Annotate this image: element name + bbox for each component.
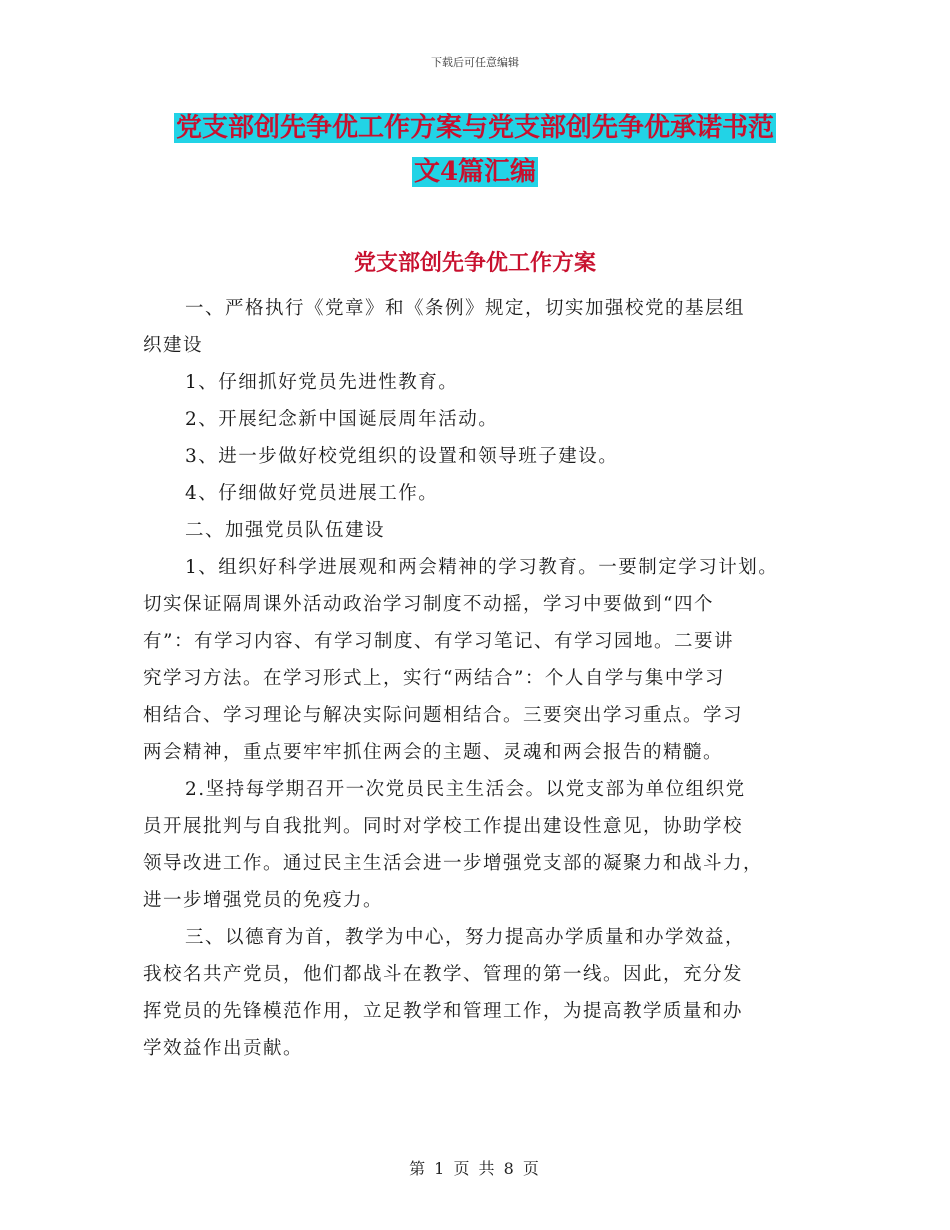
paragraph-line: 相结合、学习理论与解决实际问题相结合。三要突出学习重点。学习 xyxy=(143,705,744,726)
document-body xyxy=(143,290,833,1067)
paragraph-line: 二、加强党员队伍建设 xyxy=(185,520,386,541)
paragraph-line: 切实保证隔周课外活动政治学习制度不动摇，学习中要做到“四个 xyxy=(143,594,714,615)
paragraph-line: 挥党员的先锋模范作用，立足教学和管理工作，为提高教学质量和办 xyxy=(143,1001,744,1022)
paragraph-line: 织建设 xyxy=(143,335,204,356)
paragraph-line: 4、仔细做好党员进展工作。 xyxy=(185,483,439,504)
document-title-line-2 xyxy=(0,156,950,190)
paragraph-line: 一、严格执行《党章》和《条例》规定，切实加强校党的基层组 xyxy=(185,298,746,319)
paragraph-line: 我校名共产党员，他们都战斗在教学、管理的第一线。因此，充分发 xyxy=(143,964,744,985)
paragraph-line: 1、组织好科学进展观和两会精神的学习教育。一要制定学习计划。 xyxy=(185,557,779,578)
paragraph-line: 究学习方法。在学习形式上，实行“两结合”：个人自学与集中学习 xyxy=(143,668,725,689)
paragraph-line: 员开展批判与自我批判。同时对学校工作提出建设性意见，协助学校 xyxy=(143,816,744,837)
paragraph-line: 两会精神，重点要牢牢抓住两会的主题、灵魂和两会报告的精髓。 xyxy=(143,742,724,763)
paragraph-line: 有”：有学习内容、有学习制度、有学习笔记、有学习园地。二要讲 xyxy=(143,631,734,652)
paragraph-line: 2.坚持每学期召开一次党员民主生活会。以党支部为单位组织党 xyxy=(185,779,746,800)
paragraph-line: 1、仔细抓好党员先进性教育。 xyxy=(185,372,459,393)
section-heading: 党支部创先争优工作方案 xyxy=(353,250,596,276)
header-note: 下载后可任意编辑 xyxy=(431,56,519,69)
title-highlight: 文4篇汇编 xyxy=(413,157,537,187)
paragraph-line: 三、以德育为首，教学为中心，努力提高办学质量和办学效益， xyxy=(185,927,746,948)
paragraph-line: 学效益作出贡献。 xyxy=(143,1038,304,1059)
page-footer: 第 1 页 共 8 页 xyxy=(409,1159,541,1178)
paragraph-line: 3、进一步做好校党组织的设置和领导班子建设。 xyxy=(185,446,619,467)
paragraph-line: 领导改进工作。通过民主生活会进一步增强党支部的凝聚力和战斗力， xyxy=(143,853,764,874)
title-highlight: 党支部创先争优工作方案与党支部创先争优承诺书范 xyxy=(175,113,774,143)
paragraph-line: 进一步增强党员的免疫力。 xyxy=(143,890,384,911)
paragraph-line: 2、开展纪念新中国诞辰周年活动。 xyxy=(185,409,499,430)
document-title-line-1 xyxy=(0,112,950,146)
